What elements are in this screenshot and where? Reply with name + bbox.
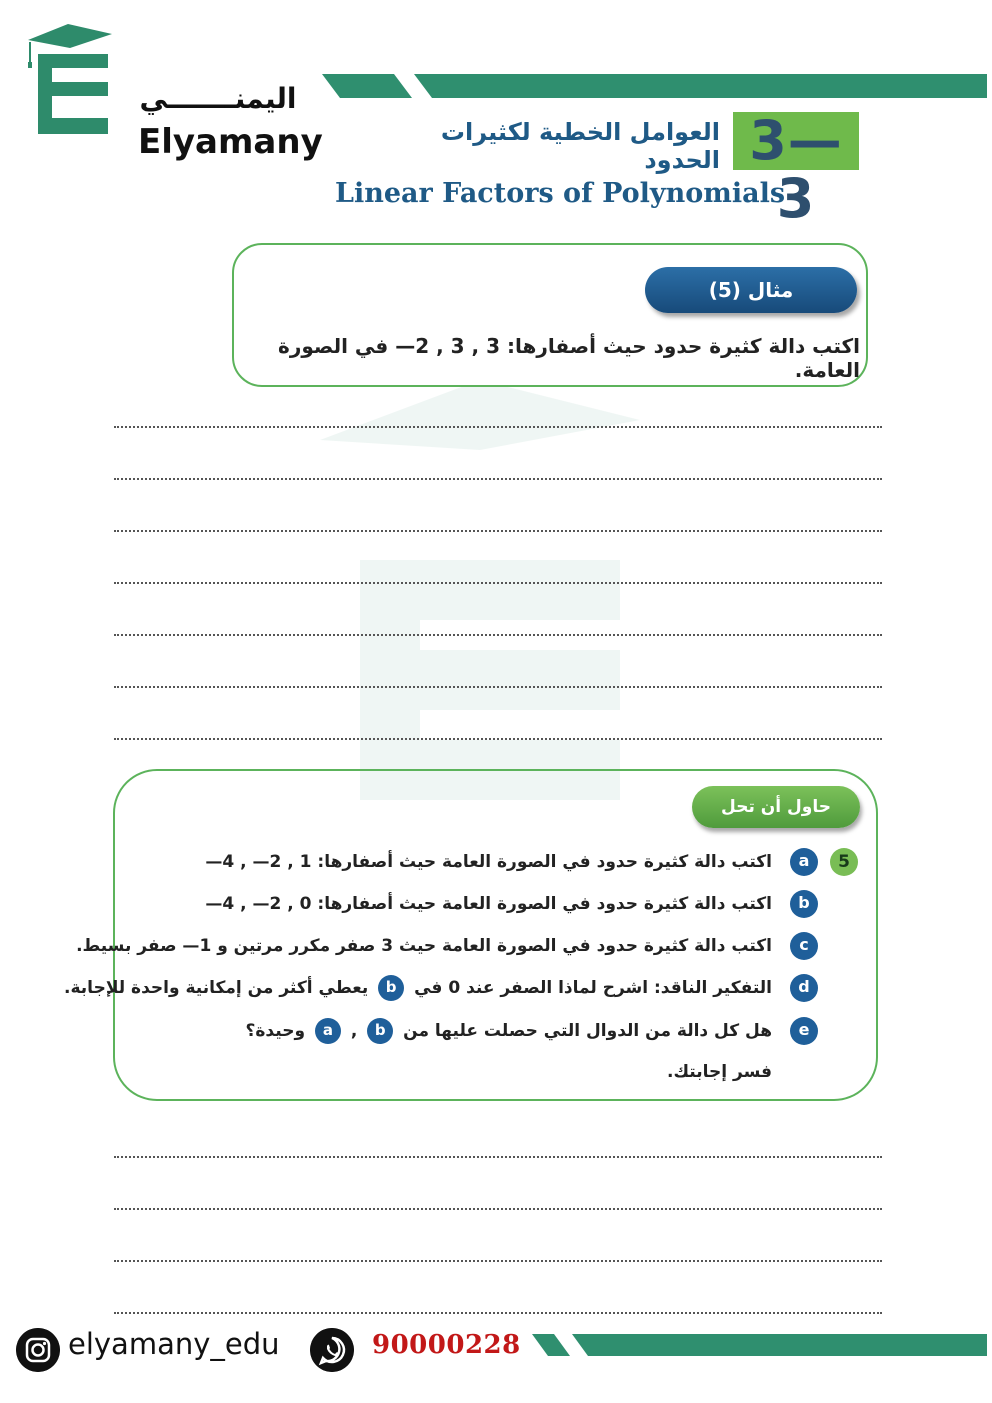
header-band (322, 74, 987, 98)
answer-line[interactable] (114, 1156, 882, 1158)
exercise-item-e (120, 1016, 820, 1046)
exercise-item-d (64, 973, 820, 1003)
item-text: اكتب دالة كثيرة حدود في الصورة العامة حيث 3 صفر مكرر مرتين و 1— صفر بسيط. (76, 936, 772, 956)
try-it-label: حاول أن تحل (692, 786, 860, 828)
item-letter-badge: a (790, 848, 818, 876)
item-continuation: فسر إجابتك. (667, 1062, 772, 1082)
item-letter-badge: e (790, 1017, 818, 1045)
answer-line[interactable] (114, 1312, 882, 1314)
answer-line[interactable] (114, 738, 882, 740)
answer-line[interactable] (114, 686, 882, 688)
instagram-icon[interactable] (16, 1328, 60, 1372)
item-reference-badge: b (367, 1018, 393, 1044)
exercise-number-badge: 5 (830, 848, 858, 876)
example-label: مثال (5) (645, 267, 857, 313)
brand-logo (20, 22, 323, 162)
whatsapp-icon[interactable] (310, 1328, 354, 1372)
item-text-before: التفكير الناقد: اشرح لماذا الصفر عند 0 في (414, 978, 772, 998)
item-text (64, 973, 772, 1003)
answer-line[interactable] (114, 530, 882, 532)
item-letter-badge: b (790, 890, 818, 918)
exercise-item-a (120, 847, 820, 877)
item-text: اكتب دالة كثيرة حدود في الصورة العامة حيث أصفارها: 0 , 2— , 4— (205, 894, 772, 914)
item-letter-badge: d (790, 974, 818, 1002)
lesson-title-arabic: العوامل الخطية لكثيرات الحدود (440, 118, 720, 174)
item-text-after: وحيدة؟ (245, 1021, 306, 1041)
item-text-after: يعطي أكثر من إمكانية واحدة للإجابة. (64, 978, 369, 998)
item-text: اكتب دالة كثيرة حدود في الصورة العامة حيث أصفارها: 1 , 2— , 4— (205, 852, 772, 872)
item-reference-badge: b (378, 975, 404, 1001)
graduation-cap-icon (20, 22, 140, 137)
watermark-logo-icon (300, 380, 660, 800)
answer-line[interactable] (114, 478, 882, 480)
footer-band (532, 1334, 987, 1356)
item-reference-badge: a (315, 1018, 341, 1044)
lesson-number: 3—3 (733, 112, 859, 170)
item-separator: , (350, 1021, 358, 1041)
brand-name-arabic: اليمنـــــــي (139, 82, 297, 115)
example-question: اكتب دالة كثيرة حدود حيث أصفارها: 3 , 3 , 2— في الصورة العامة. (278, 334, 860, 382)
item-text (120, 1016, 772, 1046)
instagram-handle[interactable]: elyamany_edu (68, 1327, 280, 1361)
item-text-before: هل كل دالة من الدوال التي حصلت عليها من (403, 1021, 772, 1041)
item-letter-badge: c (790, 932, 818, 960)
lesson-title-english: Linear Factors of Polynomials (334, 178, 786, 209)
answer-line[interactable] (114, 1260, 882, 1262)
phone-number[interactable]: 90000228 (372, 1330, 521, 1360)
exercise-item-b (120, 889, 820, 919)
brand-name-english: Elyamany (138, 122, 323, 162)
exercise-item-c (76, 931, 820, 961)
answer-line[interactable] (114, 634, 882, 636)
answer-line[interactable] (114, 582, 882, 584)
answer-line[interactable] (114, 426, 882, 428)
answer-line[interactable] (114, 1208, 882, 1210)
